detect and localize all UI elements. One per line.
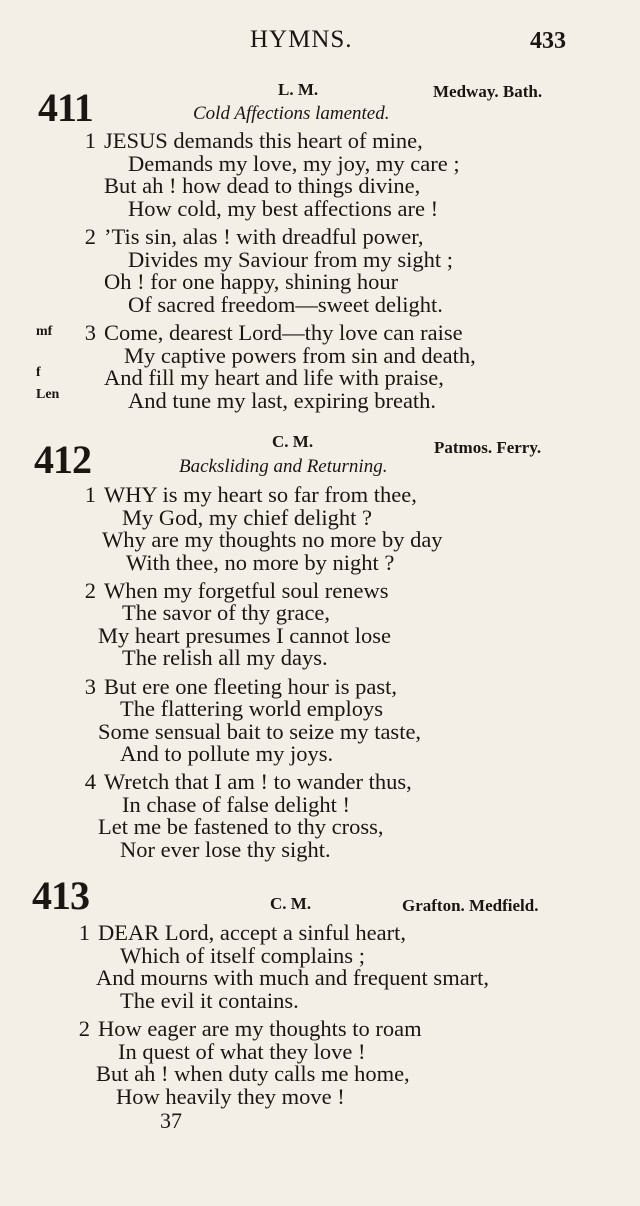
verse-line: My God, my chief delight ? <box>122 505 372 530</box>
verse-number: 1 <box>84 128 96 153</box>
verse-number: 4 <box>84 769 96 794</box>
verse-line: Some sensual bait to seize my taste, <box>98 719 422 744</box>
hymn-tunes: Grafton. Medfield. <box>402 896 539 915</box>
signature-mark: 37 <box>160 1108 182 1133</box>
verse-line: 1 WHY is my heart so far from thee, <box>72 484 417 507</box>
verse-number: 1 <box>78 920 90 945</box>
verse-line: The relish all my days. <box>122 645 328 670</box>
hymn-number: 412 <box>34 437 91 482</box>
verse-number: 3 <box>84 674 96 699</box>
hymn-subtitle: Cold Affections lamented. <box>193 103 390 124</box>
verse-line: But ah ! when duty calls me home, <box>96 1061 410 1086</box>
dynamic-mark: f <box>36 365 41 380</box>
verse-line: And tune my last, expiring breath. <box>128 388 437 413</box>
verse-line: Of sacred freedom—sweet delight. <box>128 292 443 317</box>
verse-number: 2 <box>84 578 96 603</box>
hymn-meter: L. M. <box>278 80 319 99</box>
verse-line: Nor ever lose thy sight. <box>120 837 331 862</box>
verse-line: And to pollute my joys. <box>120 741 334 766</box>
verse-line: Which of itself complains ; <box>120 943 365 968</box>
verse-line: The savor of thy grace, <box>122 600 331 625</box>
verse-line: 2 ’Tis sin, alas ! with dreadful power, <box>72 226 423 249</box>
verse-line: In quest of what they love ! <box>118 1039 366 1064</box>
verse-line: 1 DEAR Lord, accept a sinful heart, <box>66 922 406 945</box>
verse-line: Demands my love, my joy, my care ; <box>128 151 460 176</box>
hymn-number: 413 <box>32 873 89 918</box>
verse-line: With thee, no more by night ? <box>126 550 395 575</box>
verse-line: How cold, my best affections are ! <box>128 196 439 221</box>
verse-number: 2 <box>78 1016 90 1041</box>
verse-line: The evil it contains. <box>120 988 299 1013</box>
verse-line: The flattering world employs <box>120 696 384 721</box>
page-number: 433 <box>530 28 566 54</box>
dynamic-mark: mf <box>36 324 53 339</box>
hymn-tunes: Medway. Bath. <box>433 82 543 101</box>
verse-number: 3 <box>84 320 96 345</box>
verse-number: 1 <box>84 482 96 507</box>
verse-line: Why are my thoughts no more by day <box>102 527 443 552</box>
verse-line: 3 Come, dearest Lord—thy love can raise <box>72 322 463 345</box>
verse-line: And fill my heart and life with praise, <box>104 365 444 390</box>
verse-line: 4 Wretch that I am ! to wander thus, <box>72 771 412 794</box>
hymn-subtitle: Backsliding and Returning. <box>179 456 388 477</box>
verse-line: And mourns with much and frequent smart, <box>96 965 490 990</box>
verse-line: But ah ! how dead to things divine, <box>104 173 421 198</box>
hymn-meter: C. M. <box>270 894 312 913</box>
dynamic-mark: Len <box>36 387 60 402</box>
verse-line: 2 When my forgetful soul renews <box>72 580 389 603</box>
verse-line: 3 But ere one fleeting hour is past, <box>72 676 397 699</box>
verse-line: In chase of false delight ! <box>122 792 351 817</box>
verse-line: Let me be fastened to thy cross, <box>98 814 384 839</box>
verse-number: 2 <box>84 224 96 249</box>
running-header-title: HYMNS. <box>250 26 353 53</box>
hymn-tunes: Patmos. Ferry. <box>434 438 542 457</box>
hymn-number: 411 <box>38 85 93 130</box>
verse-line: My captive powers from sin and death, <box>124 343 476 368</box>
verse-line: How heavily they move ! <box>116 1084 345 1109</box>
verse-line: Divides my Saviour from my sight ; <box>128 247 453 272</box>
verse-line: Oh ! for one happy, shining hour <box>104 269 399 294</box>
verse-line: My heart presumes I cannot lose <box>98 623 392 648</box>
verse-line: 1 JESUS demands this heart of mine, <box>72 130 423 153</box>
verse-line: 2 How eager are my thoughts to roam <box>66 1018 422 1041</box>
hymn-meter: C. M. <box>272 432 314 451</box>
